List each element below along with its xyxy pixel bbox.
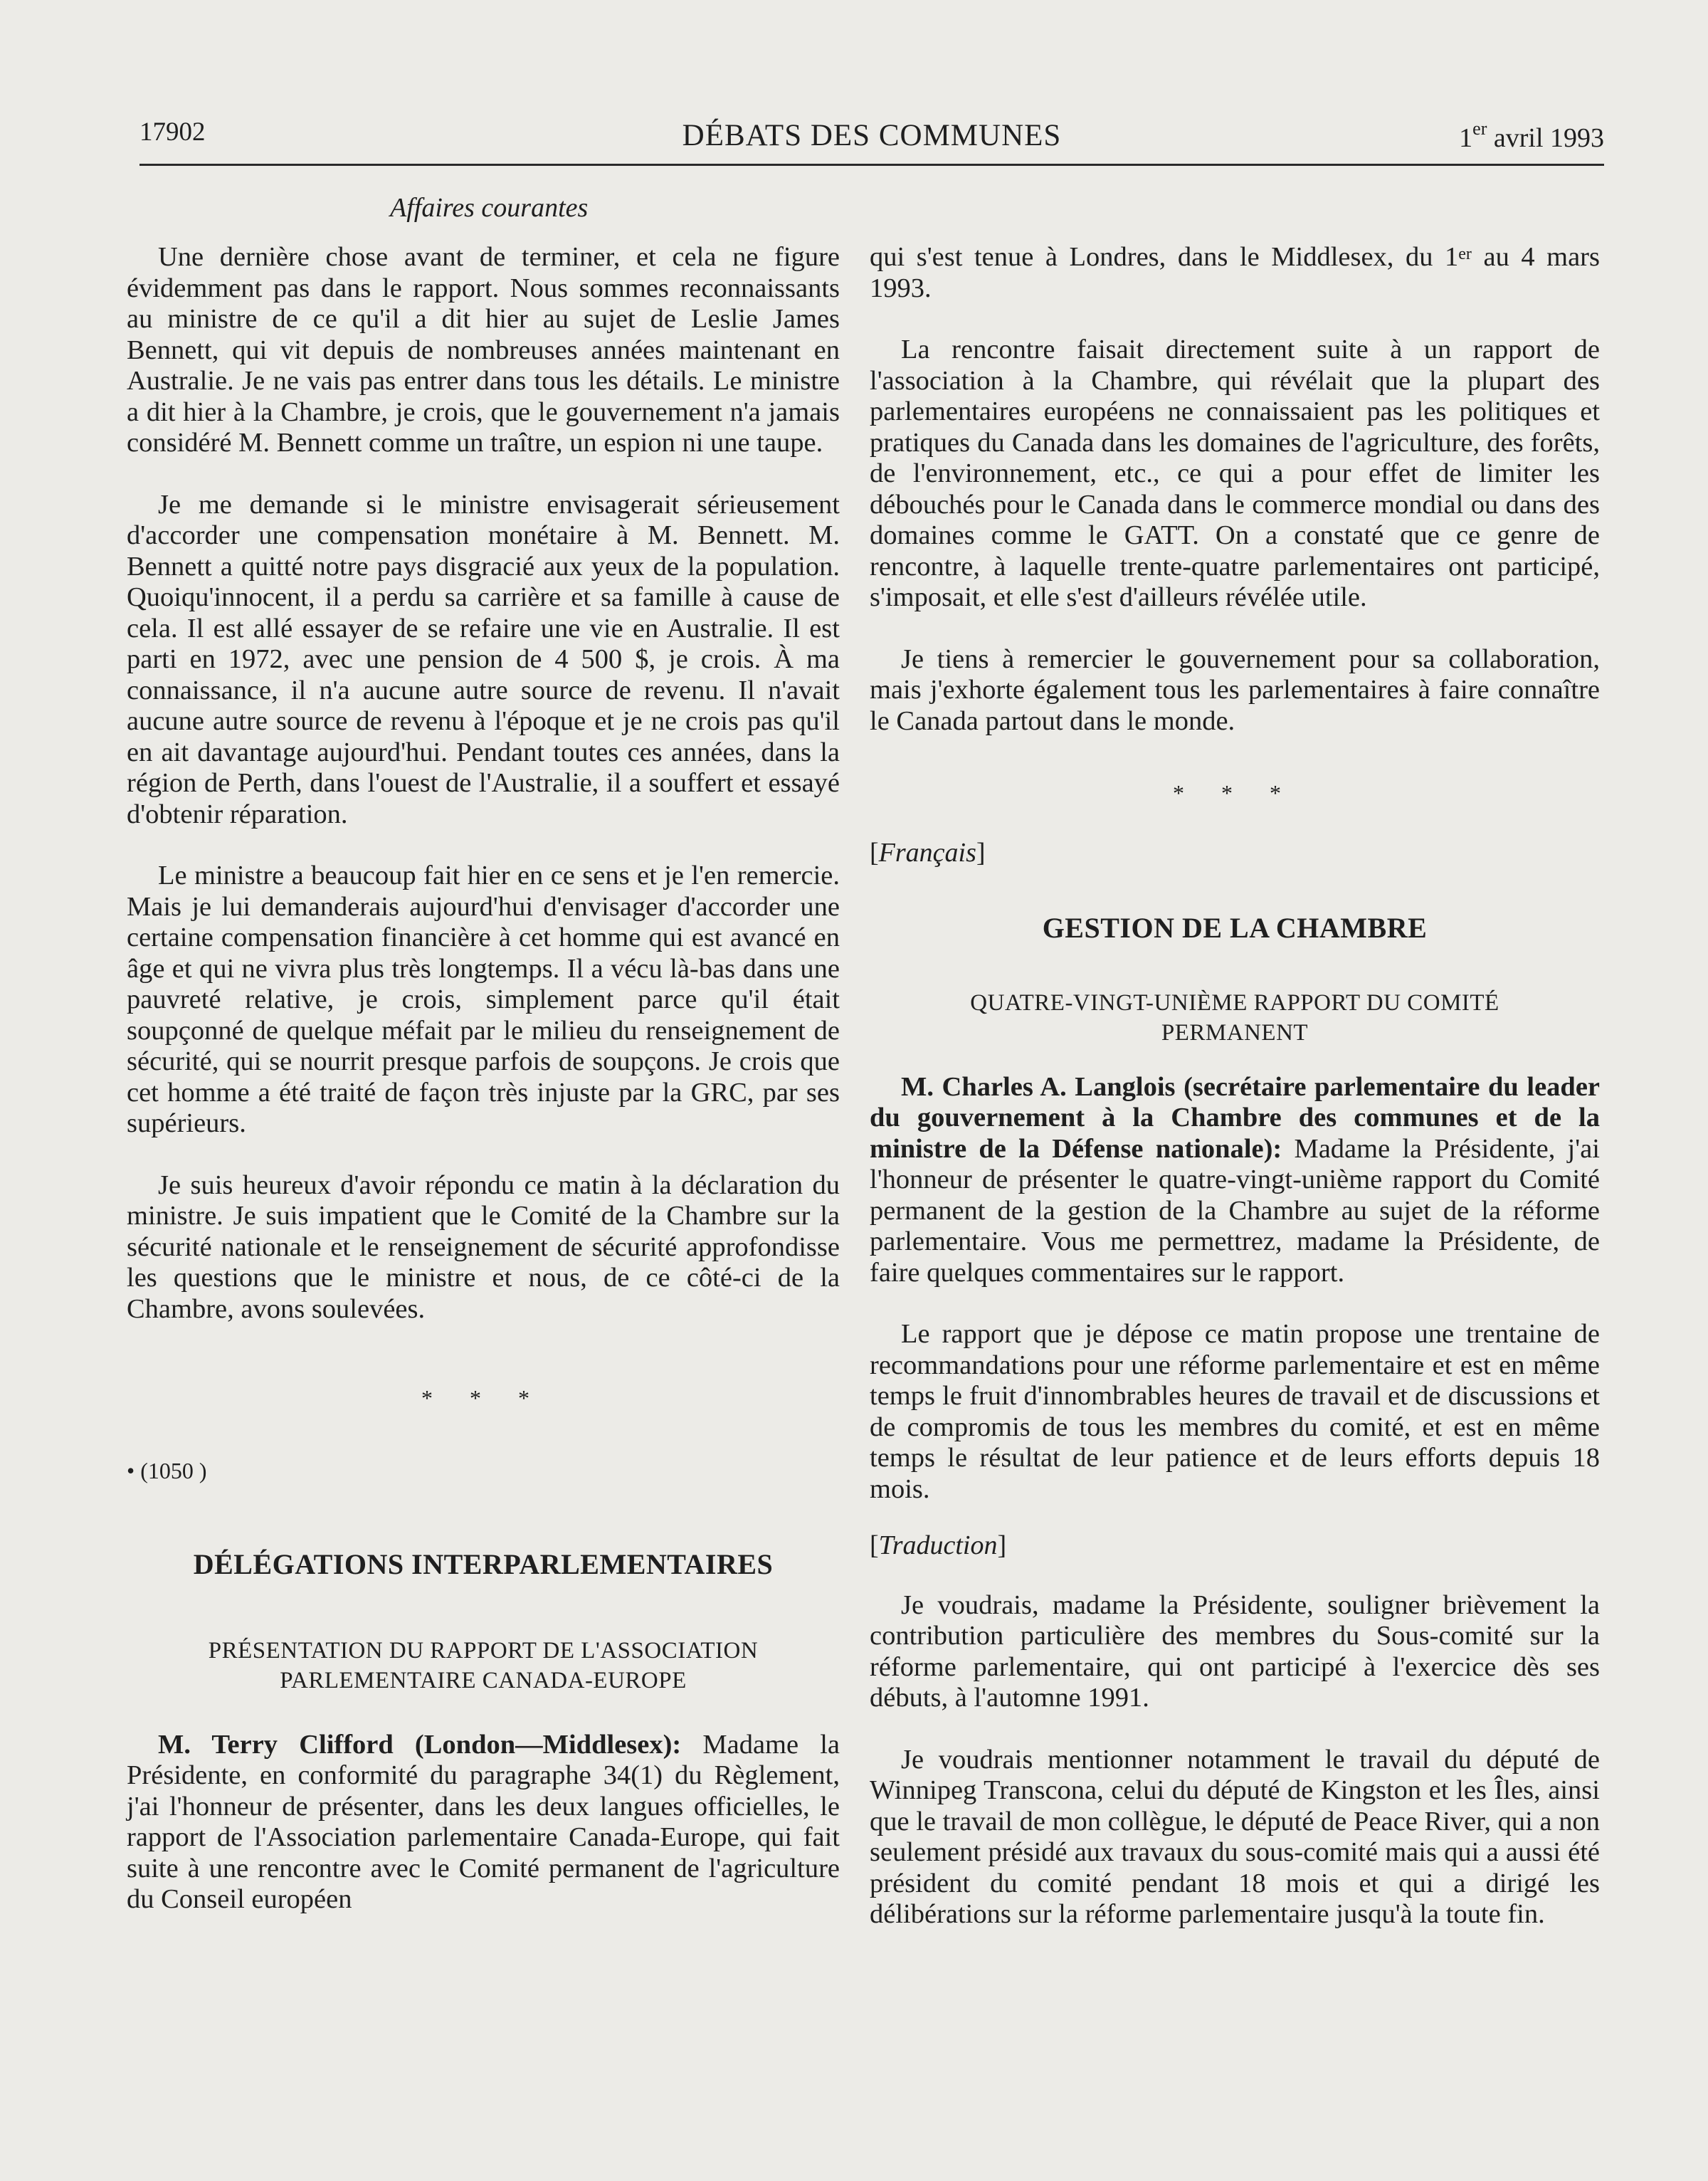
speaker-name: M. Terry Clifford (London—Middlesex):	[158, 1729, 682, 1760]
paragraph: Le rapport que je dépose ce matin propose une trentaine de recommandations pour une réforme parlementaire et est en même temps le fruit d'innombrables heures de travail et de discussions et de compromis de tous les membres du comité, et est en même temps le résultat de leur patience et de leurs efforts depuis 18 mois.	[870, 1319, 1600, 1504]
page-number: 17902	[139, 117, 206, 147]
page-header	[139, 112, 1604, 166]
left-column	[127, 242, 840, 1915]
paragraph: M. Terry Clifford (London—Middlesex): Madame la Présidente, en conformité du paragraphe 34(1) du Règlement, j'ai l'honneur de présenter, dans les deux langues officielles, le rapport de l'Association parlementaire Canada-Europe, qui fait suite à une rencontre avec le Comité permanent de l'agriculture du Conseil européen	[127, 1729, 840, 1914]
section-rubric: Affaires courantes	[390, 193, 589, 223]
language-tag: [Traduction]	[870, 1530, 1007, 1560]
section-separator: * * *	[1173, 780, 1297, 806]
section-subheading: PRÉSENTATION DU RAPPORT DE L'ASSOCIATION PARLEMENTAIRE CANADA-EUROPE	[208, 1637, 759, 1693]
paragraph: Une dernière chose avant de terminer, et cela ne figure évidemment pas dans le rapport. Nous sommes reconnaissants au ministre de ce qu'il a dit hier au sujet de Leslie James Bennett, qui vit depuis de nombreuses années maintenant en Australie. Je ne vais pas entrer dans tous les détails. Le ministre a dit hier à la Chambre, je crois, que le gouvernement n'a jamais considéré M. Bennett comme un traître, un espion ni une taupe.	[127, 242, 840, 458]
paragraph: Je tiens à remercier le gouvernement pour sa collaboration, mais j'exhorte également tous les parlementaires à faire connaître le Canada partout dans le monde.	[870, 643, 1600, 736]
language-tag: [Français]	[870, 837, 986, 868]
publication-title: DÉBATS DES COMMUNES	[682, 119, 1062, 152]
paragraph: Je me demande si le ministre envisagerait sérieusement d'accorder une compensation monétaire à M. Bennett. M. Bennett a quitté notre pays disgracié aux yeux de la population. Quoiqu'innocent, il a perdu sa carrière et sa famille à cause de cela. Il est allé essayer de se refaire une vie en Australie. Il est parti en 1972, avec une pension de 4 500 $, je crois. À ma connaissance, il n'a aucune autre source de revenu. Il n'avait aucune autre source de revenu à l'époque et je ne crois pas qu'il en ait davantage aujourd'hui. Pendant toutes ces années, dans la région de Perth, dans l'ouest de l'Australie, il a souffert et essayé d'obtenir réparation.	[127, 489, 840, 829]
speaker-name: M. Charles A. Langlois (secrétaire parlementaire du leader du gouvernement à la Chambre des communes et de la ministre de la Défense nationale):	[870, 1071, 1600, 1164]
paragraph: M. Charles A. Langlois (secrétaire parlementaire du leader du gouvernement à la Chambre des communes et de la ministre de la Défense nationale): Madame la Présidente, j'ai l'honneur de présenter le quatre-vingt-unième rapport du Comité permanent de la gestion de la Chambre au sujet de la réforme parlementaire. Vous me permettrez, madame la Présidente, de faire quelques commentaires sur le rapport.	[870, 1071, 1600, 1288]
paragraph: La rencontre faisait directement suite à un rapport de l'association à la Chambre, qui révélait que la plupart des parlementaires européens ne connaissaient pas les politiques et pratiques du Canada dans les domaines de l'agriculture, des forêts, de l'environnement, etc., ce qui a pour effet de limiter les débouchés pour le Canada dans le commerce mondial ou dans des domaines comme le GATT. On a constaté que ce genre de rencontre, à laquelle trente-quatre parlementaires ont participé, s'imposait, et elle s'est d'ailleurs révélée utile.	[870, 335, 1600, 612]
paragraph: Je voudrais mentionner notamment le travail du député de Winnipeg Transcona, celui du député de Kingston et les Îles, ainsi que le travail de mon collègue, le député de Peace River, qui a non seulement présidé aux travaux du sous-comité mais qui a aussi été président du comité pendant 18 mois et qui a dirigé les délibérations sur la réforme parlementaire jusqu'à la toute fin.	[870, 1744, 1600, 1929]
section-heading: DÉLÉGATIONS INTERPARLEMENTAIRES	[193, 1548, 774, 1580]
paragraph: Le ministre a beaucoup fait hier en ce sens et je l'en remercie. Mais je lui demanderais aujourd'hui d'envisager d'accorder une certaine compensation financière à cet homme qui est avancé en âge et qui ne vivra plus très longtemps. Il a vécu là-bas dans une pauvreté relative, je crois, simplement parce qu'il était soupçonné de quelque méfait par le milieu du renseignement de sécurité, qui se nourrit presque parfois de soupçons. Je crois que cet homme a été traité de façon très injuste par la GRC, par ses supérieurs.	[127, 861, 840, 1138]
time-mark: • (1050 )	[127, 1457, 207, 1483]
paragraph: Je suis heureux d'avoir répondu ce matin à la déclaration du ministre. Je suis impatient que le Comité de la Chambre sur la sécurité nationale et le renseignement de sécurité approfondisse les questions que le ministre et nous, de ce côté-ci de la Chambre, avons soulevées.	[127, 1170, 840, 1324]
section-separator: * * *	[421, 1385, 545, 1411]
section-subheading: QUATRE-VINGT-UNIÈME RAPPORT DU COMITÉ PERMANENT	[970, 989, 1499, 1046]
paragraph: qui s'est tenue à Londres, dans le Middlesex, du 1er au 4 mars 1993.	[870, 242, 1600, 303]
issue-date: 1er avril 1993	[1459, 118, 1604, 153]
section-heading: GESTION DE LA CHAMBRE	[1042, 912, 1428, 944]
paragraph: Je voudrais, madame la Présidente, souligner brièvement la contribution particulière des membres du Sous-comité sur la réforme parlementaire, qui ont participé à l'exercice dès ses débuts, à l'automne 1991.	[870, 1589, 1600, 1713]
right-column	[870, 242, 1600, 1930]
